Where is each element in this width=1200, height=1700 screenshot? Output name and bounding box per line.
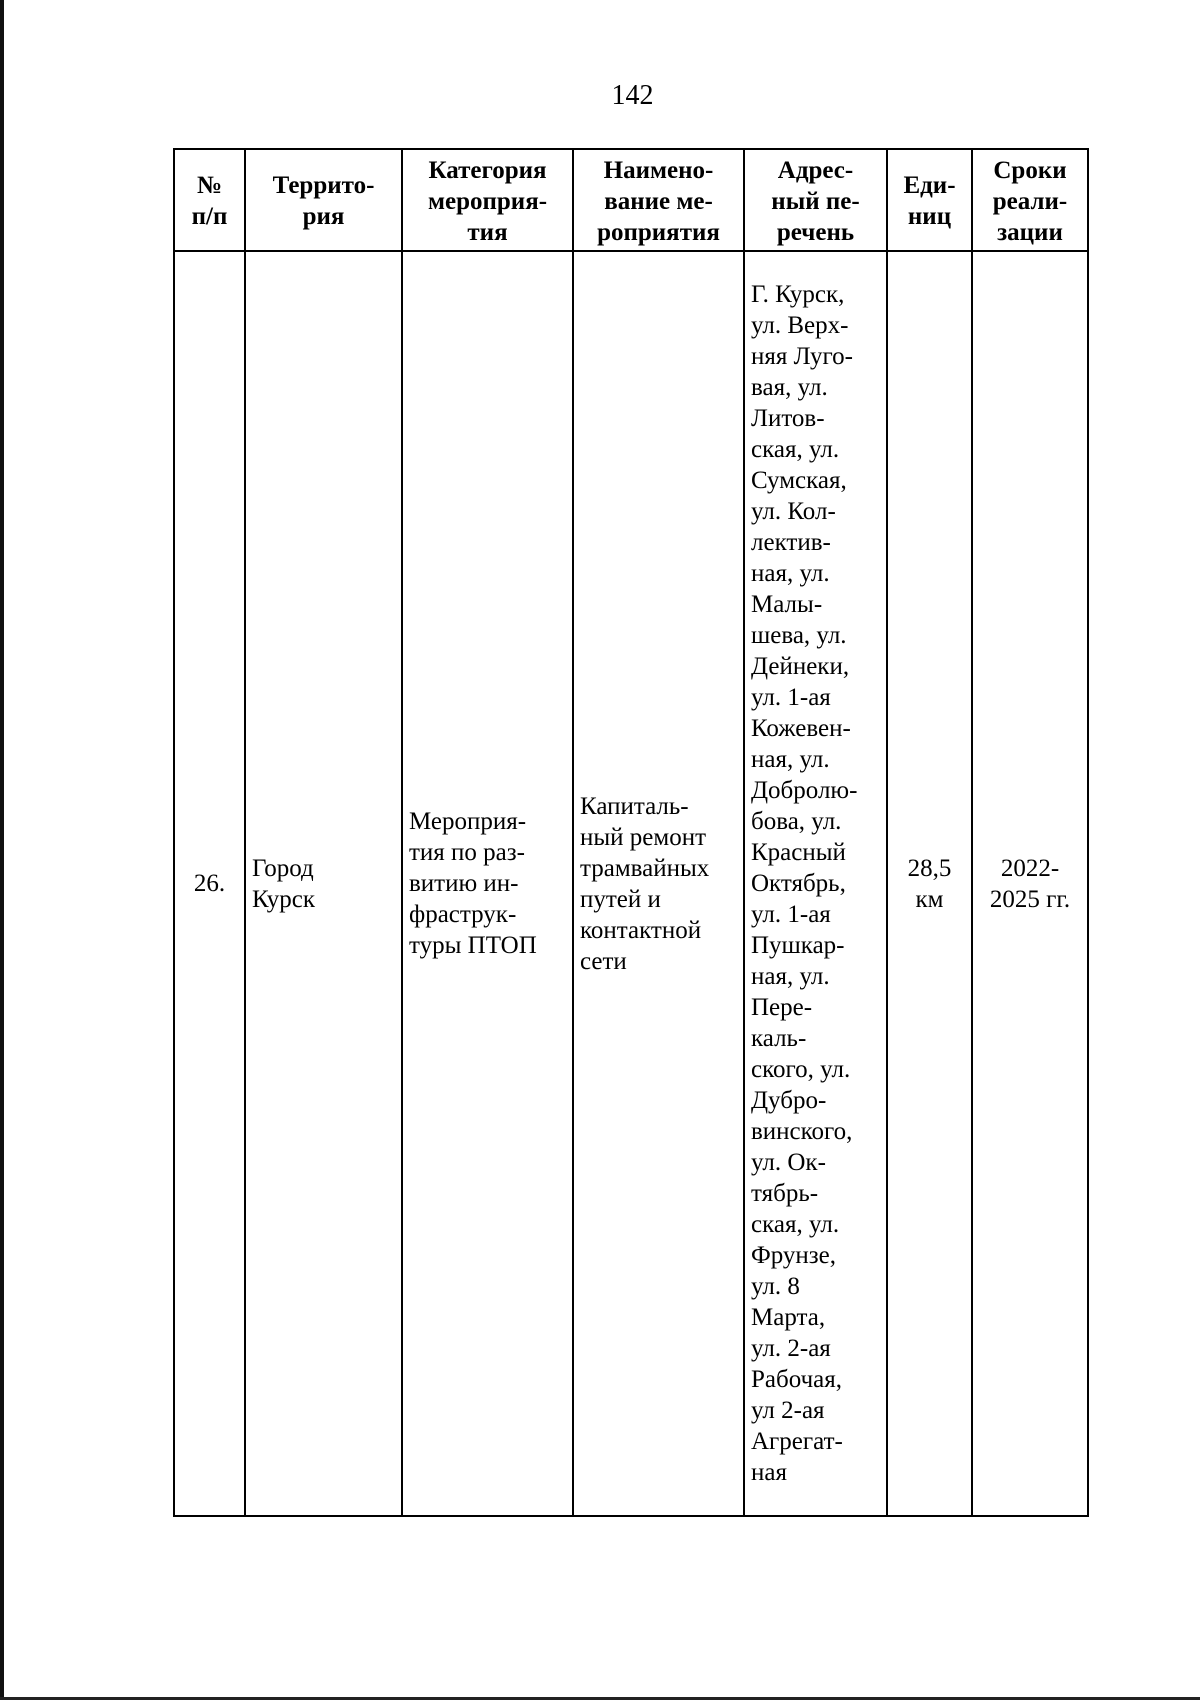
table-row [174, 251, 1088, 1516]
cell-row-number: 26. [174, 251, 245, 1516]
text-line: ниц [907, 203, 952, 230]
text-line: Г. Курск, [751, 281, 845, 308]
header-cell-category [402, 149, 573, 251]
text-line: Категория [428, 156, 547, 184]
text-line: ная, ул. [751, 560, 830, 587]
text-line: Рабочая, [751, 1366, 842, 1393]
text-line: Литов- [751, 405, 825, 432]
text-line: Наимено- [603, 156, 714, 184]
header-cell-units [887, 149, 972, 251]
text-line: ского, ул. [751, 1056, 851, 1083]
text-line: тия [467, 218, 508, 246]
text-line: 28,5 [907, 854, 952, 882]
text-line: ул 2-ая [751, 1397, 825, 1424]
header-cell-territory [245, 149, 402, 251]
text-line: контактной [580, 916, 702, 944]
cell-address-list [744, 251, 887, 1516]
table-header-row [174, 149, 1088, 251]
cell-event-name [573, 251, 744, 1516]
text-line: путей и [580, 885, 661, 913]
text-line: лектив- [751, 529, 831, 556]
text-line: зации [997, 218, 1063, 246]
text-line: Добролю- [751, 777, 858, 804]
text-line: тябрь- [751, 1180, 819, 1207]
cell-units [887, 251, 972, 1516]
text-line: Мероприя- [409, 808, 527, 835]
text-line: Сроки [993, 156, 1067, 184]
text-line: реали- [992, 187, 1068, 215]
header-cell-period [972, 149, 1088, 251]
cell-period [972, 251, 1088, 1516]
text-line: 2022- [1000, 854, 1060, 882]
text-line: фраструк- [409, 901, 517, 928]
text-line: шева, ул. [751, 622, 847, 649]
cell-territory [245, 251, 402, 1516]
text-line: ная [751, 1459, 787, 1486]
text-line: Террито- [272, 172, 375, 199]
text-line: км [915, 885, 944, 913]
text-line: ная, ул. [751, 963, 830, 990]
text-line: ская, ул. [751, 436, 840, 463]
text-line: ул. 1-ая [751, 684, 831, 711]
text-line: ул. Верх- [751, 312, 849, 339]
text-line: туры ПТОП [409, 932, 537, 959]
text-line: Город [252, 854, 314, 882]
text-line: ная, ул. [751, 746, 830, 773]
cell-category [402, 251, 573, 1516]
text-line: Дубро- [751, 1087, 827, 1114]
text-line: Пушкар- [751, 932, 845, 959]
header-cell-address-list [744, 149, 887, 251]
text-line: ул. 2-ая [751, 1335, 831, 1362]
text-line: Кожевен- [751, 715, 851, 742]
text-line: Капиталь- [580, 792, 689, 820]
text-line: п/п [191, 203, 228, 230]
text-line: ул. 1-ая [751, 901, 831, 928]
text-line: вая, ул. [751, 374, 828, 401]
text-line: ул. 8 [751, 1273, 800, 1300]
text-line: № [196, 172, 223, 199]
header-cell-event-name [573, 149, 744, 251]
text-line: Марта, [751, 1304, 826, 1331]
text-line: рия [302, 203, 345, 230]
text-line: роприятия [597, 218, 720, 246]
text-line: трамвайных [580, 854, 710, 882]
text-line: вание ме- [604, 187, 713, 215]
text-line: сети [580, 947, 627, 975]
text-line: ская, ул. [751, 1211, 840, 1238]
text-line: няя Луго- [751, 343, 853, 370]
activities-table [173, 148, 1089, 1517]
text-line: Курск [252, 885, 316, 913]
text-line: ул. Кол- [751, 498, 836, 525]
text-line: Фрунзе, [751, 1242, 837, 1269]
text-line: бова, ул. [751, 808, 842, 835]
text-line: винского, [751, 1118, 853, 1145]
page-number: 142 [611, 80, 654, 111]
text-line: Пере- [751, 994, 813, 1021]
text-line: Красный [751, 839, 846, 866]
header-cell-number [174, 149, 245, 251]
scan-edge-left [0, 0, 4, 1700]
text-line: Еди- [903, 172, 956, 199]
text-line: мероприя- [427, 187, 548, 215]
text-line: витию ин- [409, 870, 519, 897]
text-line: каль- [751, 1025, 807, 1052]
text-line: Малы- [751, 591, 823, 618]
text-line: Дейнеки, [751, 653, 850, 680]
text-line: ул. Ок- [751, 1149, 826, 1176]
text-line: Сумская, [751, 467, 847, 494]
text-line: ный пе- [771, 187, 860, 215]
text-line: 2025 гг. [989, 885, 1071, 913]
text-line: Агрегат- [751, 1428, 843, 1455]
text-line: ный ремонт [580, 823, 707, 851]
text-line: Октябрь, [751, 870, 846, 897]
text-line: тия по раз- [409, 839, 525, 866]
text-line: Адрес- [777, 156, 854, 184]
text-line: речень [776, 218, 855, 246]
